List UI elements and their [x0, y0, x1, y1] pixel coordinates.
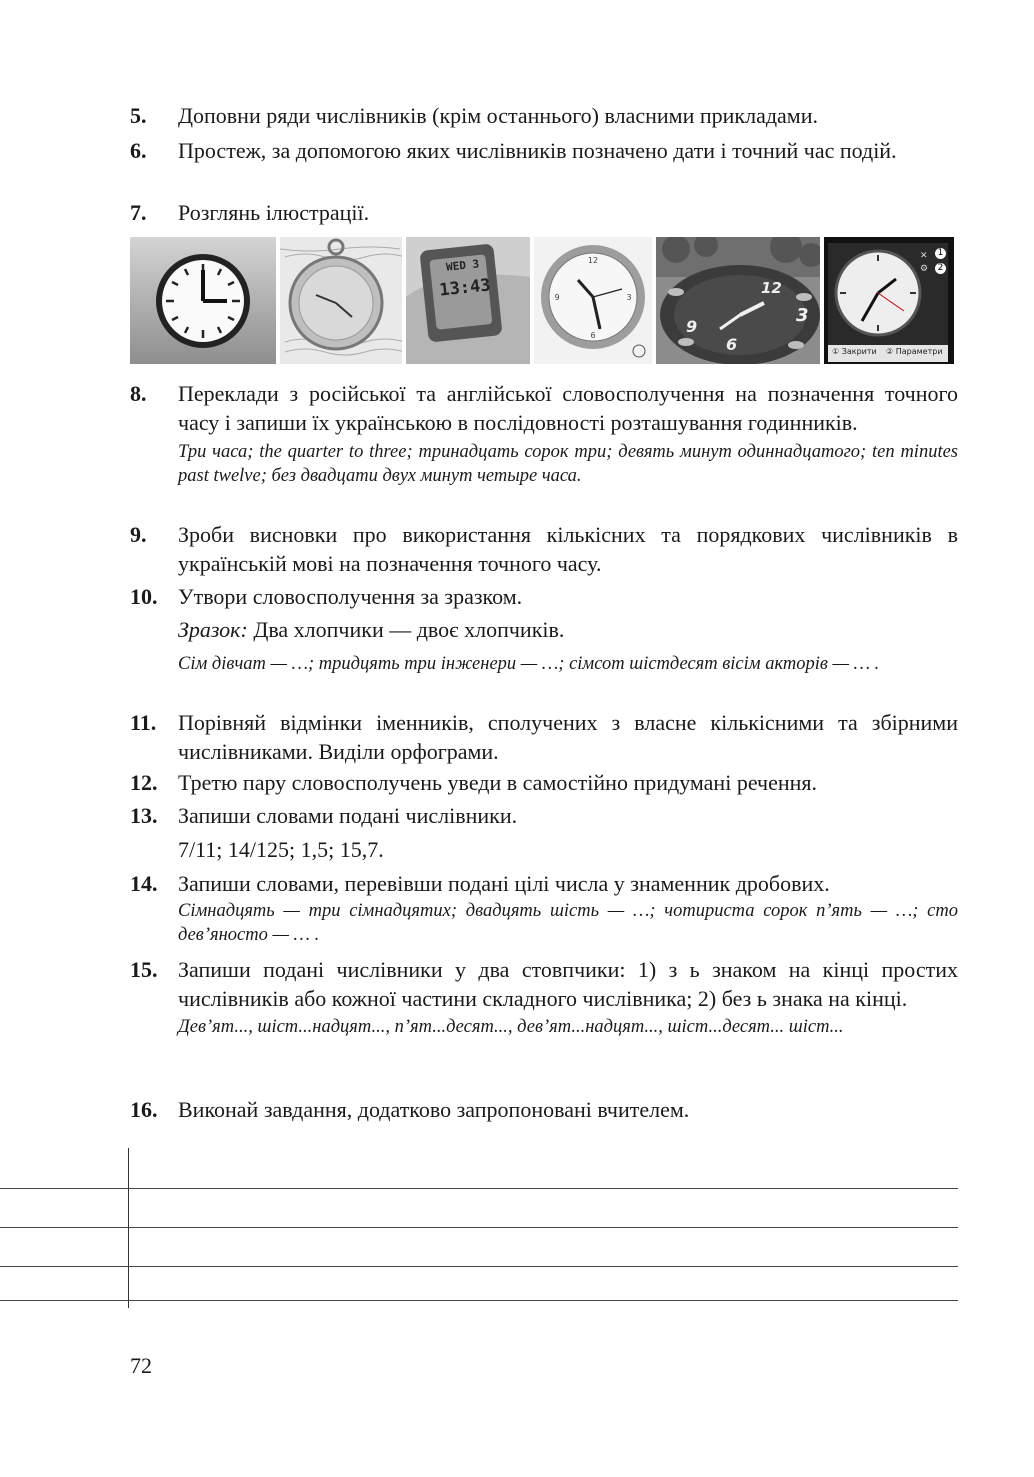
- task-text: Виконай завдання, додатково запропоновані вчителем.: [178, 1097, 690, 1122]
- digital-watch-day: WED 3: [445, 257, 480, 274]
- callout-badge-1: 1: [935, 248, 946, 259]
- task-text: Доповни ряди числівників (крім останнього) власними прикладами.: [178, 103, 818, 128]
- task-number: 13.: [130, 803, 158, 828]
- widget-settings-button: ② Параметри: [886, 347, 943, 356]
- task-example: Сім дівчат — …; тридцять три інженери — …; сімсот шістдесят вісім акторів — … .: [178, 654, 880, 674]
- page-number: 72: [130, 1353, 152, 1378]
- clock-illustrations: [130, 237, 954, 364]
- close-icon: ✕: [920, 251, 928, 261]
- task-example: Сімнадцять — три сімнадцятих; двадцять шість — …; чотириста сорок п’ять — …; сто дев’яносто — … .: [178, 901, 958, 945]
- sample-text: Два хлопчики — двоє хлопчиків.: [247, 617, 565, 642]
- task-text: Порівняй відмінки іменників, сполучених з власне кількісними та збірними числівниками. Виділи орфограми.: [178, 710, 958, 764]
- notes-grid-line: [0, 1266, 958, 1267]
- digital-watch-display: [434, 256, 494, 301]
- task-9: [130, 520, 958, 578]
- task-number: 15.: [130, 957, 158, 982]
- task-number: 12.: [130, 770, 158, 795]
- svg-text:9: 9: [554, 293, 560, 302]
- flower-clock-numeral-12: 12: [761, 279, 782, 297]
- wrench-icon: ⚙: [920, 264, 929, 274]
- task-number: 5.: [130, 103, 147, 128]
- task-10: [130, 582, 958, 676]
- wooden-clock-photo: [534, 237, 652, 364]
- task-number: 16.: [130, 1097, 158, 1122]
- task-text: Переклади з російської та англійської словосполучення на позначення точного часу і запиши їх українською в послідовності розташування годинників.: [178, 381, 958, 435]
- svg-text:12: 12: [587, 256, 599, 265]
- notes-grid-line: [0, 1300, 958, 1301]
- task-number: 10.: [130, 584, 158, 609]
- task-text: Розглянь ілюстрації.: [178, 200, 370, 225]
- task-8: [130, 379, 958, 488]
- task-number: 7.: [130, 200, 147, 225]
- notes-grid-vertical-line: [128, 1148, 129, 1308]
- task-text: Зроби висновки про використання кількісних та порядкових числівників в українській мові на позначення точного часу.: [178, 522, 958, 576]
- task-text: Запиши словами подані числівники.: [178, 803, 518, 828]
- widget-close-button: ① Закрити: [832, 347, 877, 356]
- digital-watch-photo: [406, 237, 530, 364]
- task-number: 6.: [130, 138, 147, 163]
- task-text: Третю пару словосполучень уведи в самостійно придумані речення.: [178, 770, 818, 795]
- digital-watch-time: 13:43: [438, 275, 492, 301]
- task-14: [130, 869, 958, 947]
- pocket-watch-photo: [280, 237, 402, 364]
- task-number: 9.: [130, 522, 147, 547]
- task-13: [130, 801, 958, 864]
- task-16: [130, 1095, 958, 1124]
- flower-clock-photo: [656, 237, 820, 364]
- task-number: 11.: [130, 710, 157, 735]
- svg-text:6: 6: [590, 331, 596, 340]
- widget-settings-label: Параметри: [895, 347, 943, 356]
- task-5: [130, 101, 958, 130]
- task-11: [130, 708, 958, 766]
- task-text: Запиши словами, перевівши подані цілі числа у знаменник дробових.: [178, 871, 830, 896]
- notes-grid-line: [0, 1227, 958, 1228]
- flower-clock-numeral-6: 6: [726, 335, 738, 354]
- wall-clock-photo: [130, 237, 276, 364]
- task-7: [130, 198, 958, 227]
- task-values: 7/11; 14/125; 1,5; 15,7.: [178, 837, 384, 862]
- task-example: Три часа; the quarter to three; тринадцать сорок три; девять минут одиннадцатого; ten minutes past twelve; без двадцати двух минут четыре часа.: [178, 442, 958, 486]
- task-15: [130, 955, 958, 1039]
- task-6: [130, 136, 958, 165]
- notes-grid-line: [0, 1188, 958, 1189]
- task-sample: [178, 615, 958, 644]
- task-number: 8.: [130, 381, 147, 406]
- sample-label: Зразок:: [178, 617, 248, 642]
- task-text: Запиши подані числівники у два стовпчики: 1) з ь знаком на кінці простих числівників або кожної частини складного числівника; 2) без ь знака на кінці.: [178, 957, 958, 1011]
- task-text: Утвори словосполучення за зразком.: [178, 584, 523, 609]
- task-text: Простеж, за допомогою яких числівників позначено дати і точний час подій.: [178, 138, 897, 163]
- widget-close-label: Закрити: [841, 347, 877, 356]
- task-12: [130, 768, 958, 797]
- flower-clock-numeral-3: 3: [796, 305, 809, 326]
- svg-text:3: 3: [626, 293, 632, 302]
- task-example: Дев’ят..., шіст...надцят..., п’ят...десят..., дев’ят...надцят..., шіст...десят... шіст...: [178, 1017, 844, 1037]
- flower-clock-numeral-9: 9: [686, 317, 698, 336]
- callout-badge-2: 2: [935, 263, 946, 274]
- clock-widget-screenshot: [824, 237, 954, 364]
- task-number: 14.: [130, 871, 158, 896]
